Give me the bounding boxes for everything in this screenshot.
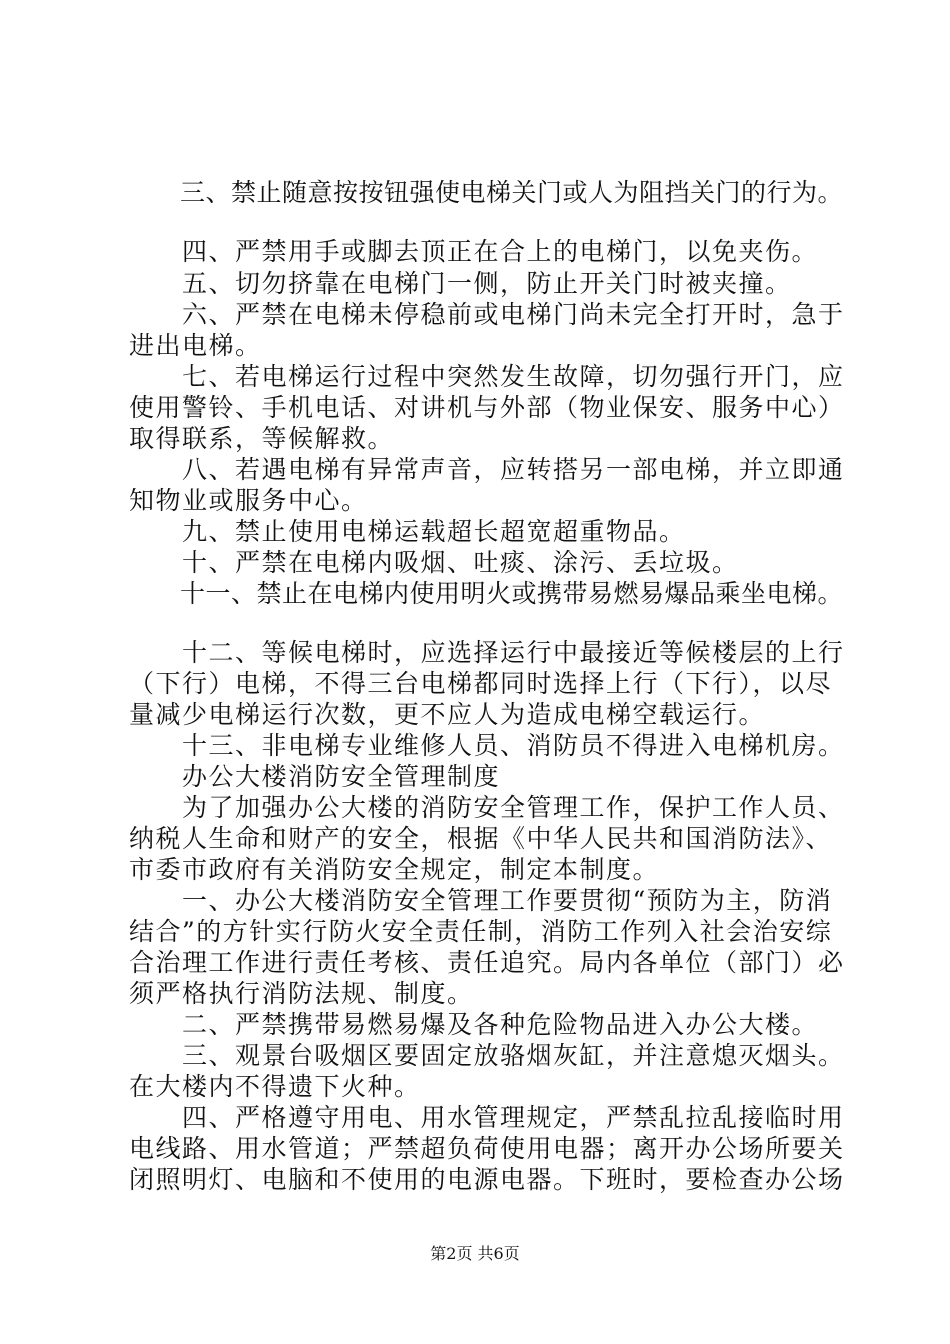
text-line: 闭照明灯、电脑和不使用的电源电器。下班时，要检查办公场 <box>129 1165 845 1194</box>
text-line: 电线路、用水管道；严禁超负荷使用电器；离开办公场所要关 <box>129 1134 845 1163</box>
text-line: 四、严禁用手或脚去顶正在合上的电梯门，以免夹伤。 <box>129 237 819 266</box>
text-line: 取得联系，等候解救。 <box>129 424 395 453</box>
text-line: 五、切勿挤靠在电梯门一侧，防止开关门时被夹撞。 <box>129 269 792 298</box>
text-line: 为了加强办公大楼的消防安全管理工作，保护工作人员、 <box>129 793 845 822</box>
text-line: 十三、非电梯专业维修人员、消防员不得进入电梯机房。 <box>129 731 845 760</box>
text-line: 二、严禁携带易燃易爆及各种危险物品进入办公大楼。 <box>129 1010 819 1039</box>
text-line: 七、若电梯运行过程中突然发生故障，切勿强行开门，应 <box>129 362 845 391</box>
text-line: 三、禁止随意按按钮强使电梯关门或人为阻挡关门的行为。 <box>129 178 844 207</box>
text-line: 十、严禁在电梯内吸烟、吐痰、涂污、丢垃圾。 <box>129 548 739 577</box>
text-line: 在大楼内不得遗下火种。 <box>129 1072 421 1101</box>
text-line: 结合”的方针实行防火安全责任制，消防工作列入社会治安综 <box>129 917 833 946</box>
text-line: 量减少电梯运行次数，更不应人为造成电梯空载运行。 <box>129 700 766 729</box>
text-line: 十一、禁止在电梯内使用明火或携带易燃易爆品乘坐电梯。 <box>129 579 844 608</box>
text-line: 三、观景台吸烟区要固定放骆烟灰缸，并注意熄灭烟头。 <box>129 1041 845 1070</box>
text-line: 四、严格遵守用电、用水管理规定，严禁乱拉乱接临时用 <box>129 1103 845 1132</box>
text-line: 市委市政府有关消防安全规定，制定本制度。 <box>129 855 660 884</box>
text-line: 一、办公大楼消防安全管理工作要贯彻“预防为主，防消 <box>129 886 833 915</box>
text-line: 知物业或服务中心。 <box>129 486 368 515</box>
text-line: 九、禁止使用电梯运载超长超宽超重物品。 <box>129 517 686 546</box>
text-line: 十二、等候电梯时，应选择运行中最接近等候楼层的上行 <box>129 638 845 667</box>
section-heading: 办公大楼消防安全管理制度 <box>129 762 501 791</box>
text-line: 须严格执行消防法规、制度。 <box>129 979 474 1008</box>
text-line: 八、若遇电梯有异常声音，应转搭另一部电梯，并立即通 <box>129 455 845 484</box>
text-line: （下行）电梯，不得三台电梯都同时选择上行（下行），以尽 <box>129 669 833 698</box>
text-line: 进出电梯。 <box>129 331 262 360</box>
text-line: 六、严禁在电梯未停稳前或电梯门尚未完全打开时，急于 <box>129 300 845 329</box>
page-footer: 第2页 共6页 <box>430 1244 520 1263</box>
text-line: 合治理工作进行责任考核、责任追究。局内各单位（部门）必 <box>129 948 845 977</box>
text-line: 使用警铃、手机电话、对讲机与外部（物业保安、服务中心） <box>129 393 845 422</box>
text-line: 纳税人生命和财产的安全，根据《中华人民共和国消防法》、 <box>129 824 833 853</box>
